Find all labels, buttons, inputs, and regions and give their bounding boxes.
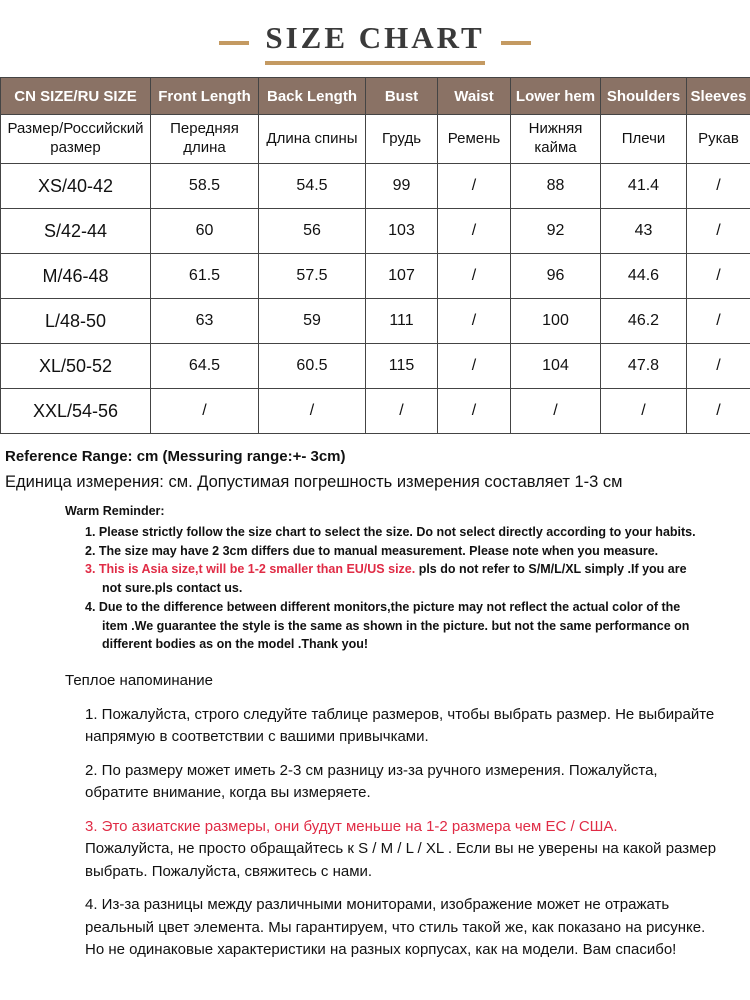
table-cell: 99 (366, 164, 438, 209)
ru-reminder-item-1: 1. Пожалуйста, строго следуйте таблице размеров, чтобы выбрать размер. Не выбирайте напрямую в соответствии с вашими привычками. (85, 705, 715, 745)
title-row (0, 0, 750, 77)
table-cell: / (366, 389, 438, 434)
table-cell: 56 (259, 209, 366, 254)
table-cell: 92 (511, 209, 601, 254)
size-row-xl (1, 344, 750, 389)
asia-size-warning-en: 3. This is Asia size,t will be 1-2 smaller than EU/US size. (85, 562, 416, 577)
table-cell: 107 (366, 254, 438, 299)
asia-size-warning-ru: 3. Это азиатские размеры, они будут меньше на 1-2 размера чем ЕС / США. (85, 817, 618, 835)
table-cell: / (438, 389, 511, 434)
table-header-row-ru (1, 115, 750, 164)
table-cell: XS/40-42 (1, 164, 151, 209)
table-cell: XXL/54-56 (1, 389, 151, 434)
table-cell: / (687, 209, 750, 254)
warm-reminder-item-2: 2. The size may have 2 3cm differs due to manual measurement. Please note when you measure. (85, 543, 659, 558)
table-cell: 115 (366, 344, 438, 389)
table-cell: 57.5 (259, 254, 366, 299)
header-ru-bust: Грудь (366, 115, 438, 164)
header-ru-back-length: Длина спины (259, 115, 366, 164)
size-table (0, 77, 750, 434)
table-cell: 58.5 (151, 164, 259, 209)
table-cell: 41.4 (601, 164, 687, 209)
table-cell: / (511, 389, 601, 434)
header-cell-lower-hem: Lower hem (511, 78, 601, 115)
table-cell: / (601, 389, 687, 434)
table-cell: / (687, 254, 750, 299)
title-wrap (265, 20, 484, 65)
size-row-m (1, 254, 750, 299)
header-ru-sleeves: Рукав (687, 115, 750, 164)
size-row-l (1, 299, 750, 344)
header-cell-shoulders: Shoulders (601, 78, 687, 115)
table-cell: 103 (366, 209, 438, 254)
table-cell: 44.6 (601, 254, 687, 299)
header-ru-size: Размер/Российский размер (1, 115, 151, 164)
table-cell: 59 (259, 299, 366, 344)
header-ru-lower-hem: Нижняя кайма (511, 115, 601, 164)
warm-reminder-heading: Warm Reminder: (65, 504, 165, 518)
table-cell: 47.8 (601, 344, 687, 389)
header-cell-sleeves: Sleeves (687, 78, 750, 115)
table-cell: / (438, 344, 511, 389)
header-ru-front-length: Передняя длина (151, 115, 259, 164)
table-cell: 111 (366, 299, 438, 344)
ru-reminder-item-2: 2. По размеру может иметь 2-3 см разницу из-за ручного измерения. Пожалуйста, обратите внимание, когда вы измеряете. (85, 761, 658, 801)
warm-reminder-item-4: 4. Due to the difference between different monitors,the picture may not reflect the actual color of the item .We guarantee the style is the same as shown in the picture. but not the same performance on different bodies as on the model .Thank you! (85, 599, 690, 652)
table-cell: M/46-48 (1, 254, 151, 299)
table-cell: 104 (511, 344, 601, 389)
ru-reminder-heading: Теплое напоминание (65, 672, 213, 689)
warm-reminder-en (65, 502, 742, 654)
table-cell: / (687, 299, 750, 344)
table-cell: 46.2 (601, 299, 687, 344)
header-cell-waist: Waist (438, 78, 511, 115)
table-cell: 60 (151, 209, 259, 254)
table-cell: 88 (511, 164, 601, 209)
table-cell: L/48-50 (1, 299, 151, 344)
title-underline (265, 61, 484, 65)
header-cell-back-length: Back Length (259, 78, 366, 115)
warm-reminder-item-1: 1. Please strictly follow the size chart to select the size. Do not select directly according to your habits. (85, 524, 696, 539)
warm-reminder-item-3-rest: pls do not refer to S/M/L/XL simply .If you are not sure.pls contact us. (102, 562, 687, 595)
table-cell: / (438, 164, 511, 209)
table-cell: 60.5 (259, 344, 366, 389)
table-cell: 63 (151, 299, 259, 344)
notes-section (0, 434, 750, 976)
table-header-row-en (1, 78, 750, 115)
table-cell: 100 (511, 299, 601, 344)
warm-reminder-ru (5, 670, 742, 962)
size-row-s (1, 209, 750, 254)
reference-range-en: Reference Range: cm (Messuring range:+- 3cm) (5, 448, 346, 465)
ru-reminder-item-3 (85, 816, 720, 884)
table-cell: S/42-44 (1, 209, 151, 254)
table-cell: / (438, 254, 511, 299)
ru-reminder-item-4: 4. Из-за разницы между различными мониторами, изображение может не отражать реальный цвет элемента. Мы гарантируем, что стиль такой же, как показано на рисунке. Но не одинаковые характеристики на разных корпусах, как на модели. Вам спасибо! (85, 896, 706, 958)
table-cell: 54.5 (259, 164, 366, 209)
header-cell-front-length: Front Length (151, 78, 259, 115)
size-row-xs (1, 164, 750, 209)
header-ru-waist: Ремень (438, 115, 511, 164)
header-cell-size: CN SIZE/RU SIZE (1, 78, 151, 115)
size-row-xxl (1, 389, 750, 434)
header-cell-bust: Bust (366, 78, 438, 115)
table-cell: / (438, 209, 511, 254)
warm-reminder-item-3 (85, 560, 702, 598)
title-left-dash (219, 41, 249, 45)
table-cell: / (438, 299, 511, 344)
reference-range-ru: Единица измерения: см. Допустимая погрешность измерения составляет 1-3 см (5, 473, 623, 491)
table-cell: XL/50-52 (1, 344, 151, 389)
table-cell: / (687, 389, 750, 434)
table-cell: / (259, 389, 366, 434)
title-right-dash (501, 41, 531, 45)
page-title: SIZE CHART (265, 20, 485, 55)
table-cell: 43 (601, 209, 687, 254)
header-ru-shoulders: Плечи (601, 115, 687, 164)
table-cell: / (687, 344, 750, 389)
table-cell: 61.5 (151, 254, 259, 299)
table-cell: 96 (511, 254, 601, 299)
ru-reminder-item-3-rest: Пожалуйста, не просто обращайтесь к S / M / L / XL . Если вы не уверены на какой размер выбрать. Пожалуйста, свяжитесь с нами. (85, 840, 717, 880)
table-cell: / (687, 164, 750, 209)
table-cell: / (151, 389, 259, 434)
table-cell: 64.5 (151, 344, 259, 389)
